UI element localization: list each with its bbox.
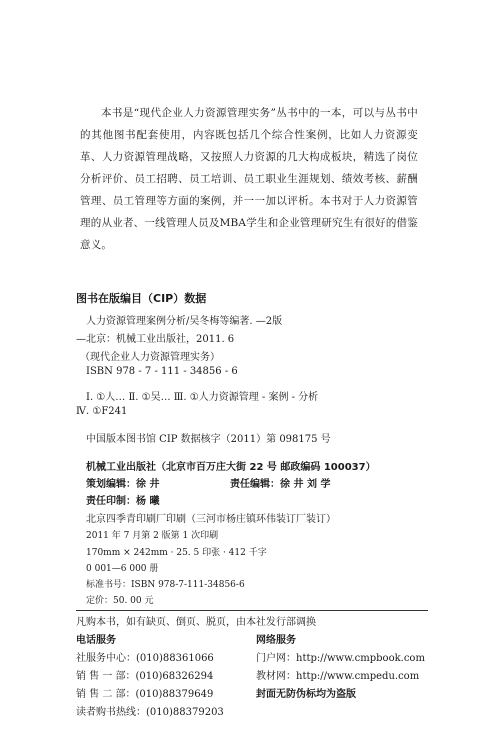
phone-sales-2: 销 售 二 部：(010)88379649 xyxy=(76,689,214,700)
printer-info: 北京四季青印刷厂印刷（三河市杨庄镇环伟装订厂装订） xyxy=(86,514,336,525)
footer-notice: 凡购本书，如有缺页、倒页、脱页，由本社发行部调换 xyxy=(76,617,316,628)
anti-counterfeit-notice: 封面无防伪标均为盗版 xyxy=(256,689,356,700)
cip-line-series: （现代企业人力资源管理实务） xyxy=(80,352,220,363)
responsible-editor: 责任编辑：徐 井 刘 学 xyxy=(230,479,331,490)
print-supervisor: 责任印制：杨 曦 xyxy=(86,496,160,507)
price-info: 定价：50. 00 元 xyxy=(86,596,154,606)
abstract-text: 本书是“现代企业人力资源管理实务”丛书中的一本，可以与丛书中的其他图书配套使用，内容既包括几个综合性案例，比如人力资源变革、人力资源管理战略，又按照人力资源的几大构成板块，精选了岗位分析评价、员工招聘、员工培训、员工职业生涯规划、绩效考核、薪酬管理、员工管理等方面的案例，并一一加以评析。本书对于人力资源管理的从业者、一线管理人员及MBA学生和企业管理研究生有很好的借鉴意义。 xyxy=(80,107,418,251)
cip-heading: 图书在版编目（CIP）数据 xyxy=(76,292,207,305)
copies-info: 0 001—6 000 册 xyxy=(86,564,159,574)
format-info: 170mm × 242mm · 25. 5 印张 · 412 千字 xyxy=(86,548,267,558)
isbn-info: 标准书号：ISBN 978-7-111-34856-6 xyxy=(86,580,245,590)
footer-divider xyxy=(76,610,428,611)
web-textbook: 教材网：http://www.cmpedu.com xyxy=(256,671,420,682)
planning-editor: 策划编辑：徐 井 xyxy=(86,479,160,490)
cip-line-publisher: —北京：机械工业出版社，2011. 6 xyxy=(76,334,235,345)
cip-line-classification: Ⅰ. ①人… Ⅱ. ①吴… Ⅲ. ①人力资源管理 - 案例 - 分析 xyxy=(86,392,319,403)
phone-service-center: 社服务中心：(010)88361066 xyxy=(76,653,214,664)
cip-line-record-no: 中国版本图书馆 CIP 数据核字（2011）第 098175 号 xyxy=(86,434,331,445)
web-portal: 门户网：http://www.cmpbook.com xyxy=(256,653,425,664)
phone-sales-1: 销 售 一 部：(010)68326294 xyxy=(76,671,214,682)
cip-line-title: 人力资源管理案例分析/吴冬梅等编著. —2版 xyxy=(86,316,283,327)
cip-line-isbn: ISBN 978 - 7 - 111 - 34856 - 6 xyxy=(86,366,238,377)
phone-reader-hotline: 读者购书热线：(010)88379203 xyxy=(76,707,224,718)
web-service-title: 网络服务 xyxy=(256,635,296,646)
publisher-name: 机械工业出版社（北京市百万庄大街 22 号 邮政编码 100037） xyxy=(86,462,376,473)
phone-service-title: 电话服务 xyxy=(76,635,116,646)
cip-line-clc: Ⅳ. ①F241 xyxy=(76,406,128,417)
edition-info: 2011 年 7 月第 2 版第 1 次印刷 xyxy=(86,531,219,541)
book-abstract xyxy=(80,102,418,256)
